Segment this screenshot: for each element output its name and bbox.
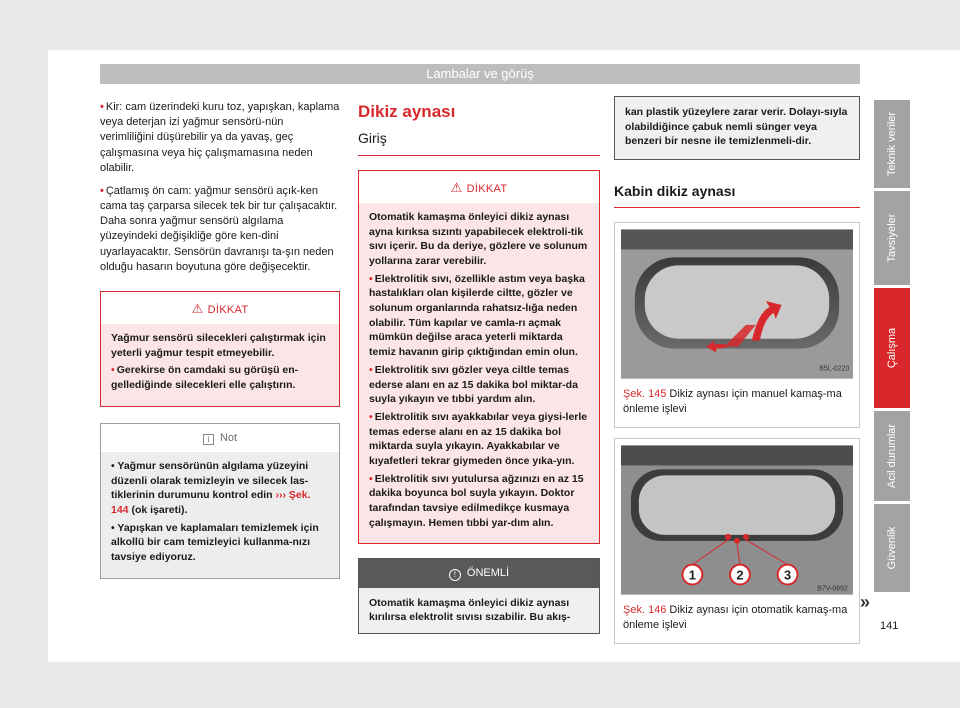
warning-triangle-icon: ⚠ (450, 179, 463, 195)
warning-body (101, 324, 339, 406)
tab-calisma[interactable] (874, 288, 910, 408)
continue-arrow-icon: » (860, 592, 871, 612)
warning-box (100, 291, 340, 407)
figure-ref: Şek. 145 (623, 388, 667, 401)
warning-item (111, 363, 329, 392)
tab-acil-durumlar[interactable] (874, 411, 910, 501)
mirror-auto-illustration (621, 445, 853, 595)
important-body: Otomatik kamaşma önleyici dikiz aynası kırılırsa elektrolit sıvısı sızabilir. Bu akış- (359, 588, 599, 633)
important-header (359, 559, 599, 587)
tab-teknik-veriler[interactable] (874, 100, 910, 188)
tab-guvenlik[interactable] (874, 504, 910, 592)
warning-intro: Otomatik kamaşma önleyici dikiz aynası ayna kırıksa sızıntı yapabilecek elektroli-tik sıvı içerir. Bu da deriye, gözlere ve solunum yollarına zarar verebilir. (369, 210, 588, 267)
warning-body (359, 203, 599, 543)
important-box (358, 558, 600, 634)
warning-item-text: Elektrolitik sıvı, özellikle astım veya başka hastalıkları olan kişilerde ciltte, gözler ve solunum organlarında rahatsız-lığa neden olabilir. Tüm kapılar ve camla-rı açmak mümkün değilse araca yeterli miktarda temiz havanın girip çıktığından emin olun. (369, 272, 585, 359)
paragraph-cracked-windscreen (100, 184, 340, 275)
tab-label: Acil durumlar (886, 423, 898, 489)
bullet-icon: • (369, 472, 373, 485)
warning-item-text: Gerekirse ön camdaki su görüşü en-gellediğinde silecekleri elle çalıştırın. (111, 364, 299, 392)
warning-box (358, 170, 600, 545)
warning-item (369, 272, 589, 360)
mirror-manual-illustration (621, 229, 853, 379)
section-title: Dikiz aynası (358, 102, 456, 121)
note-text: Yapışkan ve kaplamaları temizlemek için alkollü bir cam temizleyici kullanma-nızı tavsiye ediyoruz. (111, 521, 319, 564)
column-left (100, 100, 340, 579)
tab-tavsiyeler[interactable] (874, 191, 910, 285)
warning-header (359, 171, 599, 203)
warning-title: DİKKAT (207, 303, 249, 316)
warning-header (101, 292, 339, 324)
bullet-icon: • (111, 364, 115, 377)
paragraph-text: Çatlamış ön cam: yağmur sensörü açık-ken cama taş çarparsa silecek tek bir tur çalışacaktır. Daha sonra yağmur sensörü algılama yüzeyindeki değişikliğe göre ken-dini uyarlayacaktır. Sensörün davranışı ta-şın neden olduğu hasarın boyutuna göre değişecektir. (100, 184, 338, 273)
figure-145 (614, 222, 860, 428)
warning-title: DİKKAT (466, 182, 508, 195)
subsection-title: Kabin dikiz aynası (614, 182, 860, 208)
bullet-icon: • (100, 184, 104, 197)
bullet-icon: • (369, 272, 373, 285)
warning-item-text: Elektrolitik sıvı yutulursa ağzınızı en az 15 dakika boyunca bol suyla yıkayın. Doktor tarafından tavsiye edilmedikçe kusmaya çalışmayın. Hemen tıbbi yar-dım alın. (369, 472, 584, 529)
warning-item-text: Elektrolitik sıvı ayakkabılar veya giysi-lerle temas ederse alanı en az 15 dakika bol miktarda suyla yıkayın. Ayakkabılar ve kıyafetleri tekrar giymeden önce yıka-yın. (369, 410, 588, 467)
important-title: ÖNEMLİ (466, 567, 510, 580)
note-header (101, 424, 339, 452)
figure-ref: Şek. 146 (623, 604, 667, 617)
chapter-header: Lambalar ve görüş (100, 64, 860, 84)
bullet-icon: • (100, 101, 104, 113)
column-right (614, 96, 860, 644)
figure-146 (614, 438, 860, 644)
caption-text: Dikiz aynası için manuel kamaş-ma önleme işlevi (623, 388, 842, 416)
warning-item (369, 472, 589, 531)
tab-label: Çalışma (886, 327, 898, 369)
figure-link[interactable]: Şek. 144 (111, 489, 311, 517)
warning-item (369, 363, 589, 407)
cross-ref-arrow[interactable]: ››› (275, 489, 286, 502)
figure-image-auto-mirror (621, 445, 853, 595)
note-body (101, 452, 339, 578)
bullet-icon: • (369, 363, 373, 376)
note-title: Not (219, 431, 238, 444)
caption-text: Dikiz aynası için otomatik kamaş-ma önleme işlevi (623, 604, 848, 631)
figure-caption (621, 603, 853, 633)
paragraph-dirt (100, 100, 340, 176)
tab-label: Tavsiyeler (886, 213, 898, 263)
subsection-title: Giriş (358, 129, 600, 155)
figure-image-manual-mirror (621, 229, 853, 379)
figure-code: B7V-0692 (817, 585, 848, 593)
note-box (100, 423, 340, 579)
note-item: • Yağmur sensörünün algılama yüzeyini düzenli olarak temizleyin ve silecek las-tiklerinin durumunu kontrol edin ››› Şek. 144 (ok işareti). (111, 459, 311, 517)
callout-2: 2 (736, 567, 744, 583)
callout-3: 3 (783, 567, 792, 583)
warning-item (369, 410, 589, 469)
chapter-tabs (874, 100, 910, 595)
warning-intro: Yağmur sensörü silecekleri çalıştırmak için yeterli yağmur tespit etmeyebilir. (111, 332, 326, 359)
figure-caption (621, 387, 853, 417)
warning-item-text: Elektrolitik sıvı gözler veya ciltle temas ederse alanı en az 15 dakika bol miktar-da suyla yıkayın ve tıbbi yardım alın. (369, 363, 578, 406)
note-text: Yağmur sensörünün algılama yüzeyini düzenli olarak temizleyin ve silecek las-tiklerinin durumunu kontrol edin (111, 459, 309, 502)
note-text: (ok işareti). (128, 504, 188, 517)
column-middle (358, 96, 600, 634)
exclamation-icon: ! (449, 569, 461, 581)
callout-1: 1 (688, 567, 696, 583)
warning-triangle-icon: ⚠ (191, 300, 204, 316)
important-continued: kan plastik yüzeylere zarar verir. Dolayı-sıyla olabildiğince çabuk nemli sünger veya benzeri bir nesne ile temizlenmeli-dir. (614, 96, 860, 160)
tab-label: Teknik veriler (886, 111, 898, 177)
figure-code: B5L-0220 (819, 365, 850, 373)
tab-label: Güvenlik (886, 526, 898, 570)
note-item: • Yapışkan ve kaplamaları temizlemek için alkollü bir cam temizleyici kullanma-nızı tavsiye ediyoruz. (111, 521, 319, 564)
page-number: 141 (880, 620, 899, 632)
info-icon: i (203, 434, 214, 445)
paragraph-text: Kir: cam üzerindeki kuru toz, yapışkan, kaplama veya deterjan izi yağmur sensörü-nün verimliliğini düşürebilir ya da yavaş, geç çalışmasına veya hiç çalışmamasına neden olabilir. (100, 101, 340, 174)
bullet-icon: • (369, 410, 373, 423)
